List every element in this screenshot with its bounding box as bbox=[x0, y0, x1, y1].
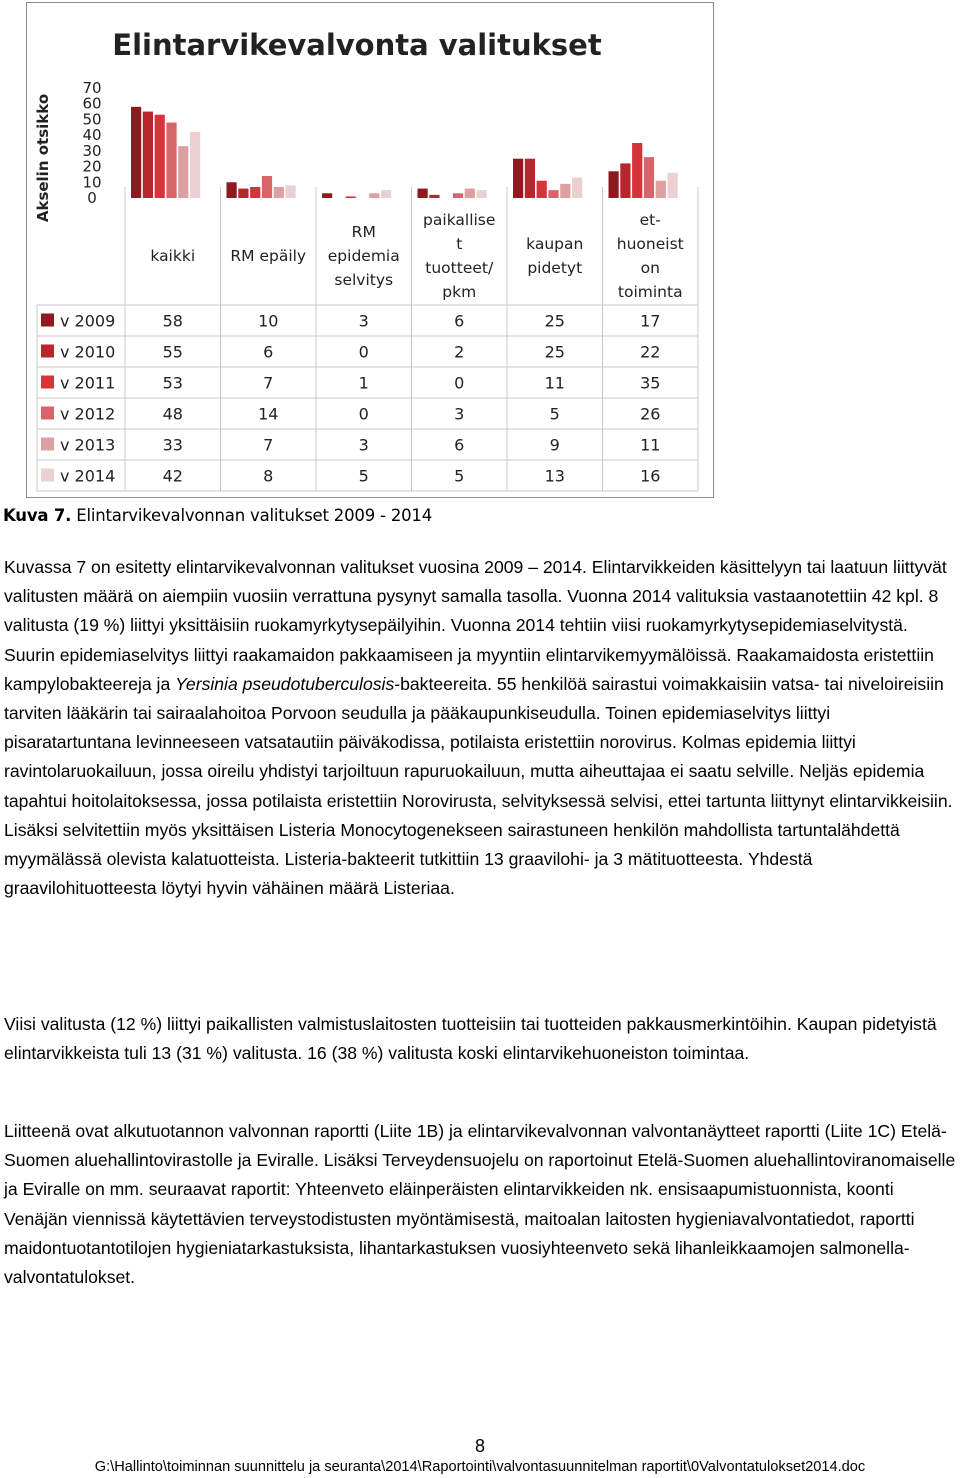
table-cell-value: 6 bbox=[454, 311, 465, 331]
bar-v-2011-0 bbox=[155, 115, 165, 198]
bar-v-2009-4 bbox=[513, 159, 523, 198]
complaints-chart bbox=[26, 2, 714, 498]
legend-label: v 2010 bbox=[60, 342, 116, 362]
table-cell-value: 2 bbox=[454, 342, 465, 362]
category-label: kaikki bbox=[150, 247, 196, 265]
y-tick-label: 20 bbox=[82, 157, 102, 176]
bar-v-2014-0 bbox=[190, 132, 200, 198]
table-cell-value: 22 bbox=[640, 342, 661, 362]
table-cell-value: 16 bbox=[640, 466, 661, 486]
bar-v-2010-0 bbox=[143, 112, 153, 198]
table-cell-value: 0 bbox=[454, 373, 465, 393]
legend-swatch-v-2010 bbox=[41, 345, 54, 358]
category-label: toiminta bbox=[617, 283, 683, 301]
table-cell-value: 0 bbox=[358, 342, 369, 362]
table-cell-value: 14 bbox=[258, 404, 279, 424]
bar-v-2010-5 bbox=[620, 163, 630, 198]
bar-v-2010-1 bbox=[238, 189, 248, 198]
category-label: on bbox=[640, 259, 660, 277]
legend-label: v 2009 bbox=[60, 311, 116, 331]
paragraph-2: Viisi valitusta (12 %) liittyi paikallisten valmistuslaitosten tuotteisiin tai tuotteiden pakkausmerkintöihin. Kaupan pidetyistä elintarvikkeista tuli 13 (31 %) valitusta. 16 (38 %) valitusta koski elintarvikehuoneiston toimintaa. bbox=[4, 1014, 937, 1064]
bar-v-2009-1 bbox=[227, 182, 237, 198]
table-cell-value: 7 bbox=[263, 373, 274, 393]
category-label: tuotteet/ bbox=[425, 259, 494, 277]
bar-v-2009-3 bbox=[418, 189, 428, 198]
table-cell-value: 25 bbox=[544, 311, 565, 331]
table-cell-value: 13 bbox=[544, 466, 565, 486]
y-tick-label: 10 bbox=[82, 173, 102, 192]
bar-v-2014-2 bbox=[381, 190, 391, 198]
bar-v-2012-3 bbox=[453, 193, 463, 198]
bar-v-2009-0 bbox=[131, 107, 141, 198]
table-cell-value: 9 bbox=[549, 435, 560, 455]
bar-v-2010-4 bbox=[525, 159, 535, 198]
bar-v-2013-5 bbox=[656, 181, 666, 198]
legend-swatch-v-2009 bbox=[41, 314, 54, 327]
chart-title: Elintarvikevalvonta valitukset bbox=[112, 28, 602, 62]
category-label: et- bbox=[639, 211, 661, 229]
bar-v-2014-3 bbox=[477, 190, 487, 198]
category-label: t bbox=[456, 235, 463, 253]
caption-text: Elintarvikevalvonnan valitukset 2009 - 2014 bbox=[76, 506, 433, 525]
category-label: RM bbox=[351, 223, 376, 241]
table-cell-value: 17 bbox=[640, 311, 661, 331]
category-label: RM epäily bbox=[230, 247, 307, 265]
bar-v-2014-1 bbox=[286, 185, 296, 198]
category-label: pidetyt bbox=[527, 259, 583, 277]
bar-v-2012-0 bbox=[166, 123, 176, 198]
table-cell-value: 5 bbox=[549, 404, 560, 424]
category-label: epidemia bbox=[327, 247, 400, 265]
bar-v-2014-4 bbox=[572, 178, 582, 198]
bar-v-2009-5 bbox=[609, 171, 619, 198]
table-cell-value: 5 bbox=[454, 466, 465, 486]
y-tick-label: 50 bbox=[82, 110, 102, 129]
table-cell-value: 6 bbox=[263, 342, 274, 362]
table-cell-value: 10 bbox=[258, 311, 279, 331]
legend-label: v 2011 bbox=[60, 373, 116, 393]
table-cell-value: 5 bbox=[358, 466, 369, 486]
category-label: selvitys bbox=[334, 271, 394, 289]
legend-swatch-v-2014 bbox=[41, 469, 54, 482]
paragraph-1-text-a: Kuvassa 7 on esitetty elintarvikevalvonnan valitukset vuosina 2009 – 2014. Elintarvikkeiden käsittelyyn tai laatuun liittyvät valitusten määrä on aiempiin vuosiin verrattuna pysynyt samalla tasolla. Vuonna 2014 valituksia vastaanotettiin 42 kpl. 8 valitusta (19 %) liittyi yksittäisiin ruokamyrkytysepäilyihin. Vuonna 2014 tehtiin viisi ruokamyrkytysepidemiaselvitystä. Suurin epidemiaselvitys liittyi raakamaidon pakkaamiseen ja myyntiin elintarvikemyymälöissä. Raakamaidosta eristettiin kampylobakteereja ja bbox=[4, 557, 947, 694]
bar-v-2013-3 bbox=[465, 189, 475, 198]
table-cell-value: 53 bbox=[162, 373, 183, 393]
category-label: pkm bbox=[442, 283, 477, 301]
legend-swatch-v-2012 bbox=[41, 407, 54, 420]
bar-v-2011-4 bbox=[537, 181, 547, 198]
legend-label: v 2013 bbox=[60, 435, 116, 455]
y-axis-title: Akselin otsikko bbox=[34, 93, 52, 223]
caption-label: Kuva 7. bbox=[3, 506, 72, 525]
category-label: kaupan bbox=[526, 235, 584, 253]
page-number: 8 bbox=[474, 1436, 485, 1456]
table-cell-value: 11 bbox=[544, 373, 565, 393]
table-cell-value: 0 bbox=[358, 404, 369, 424]
bar-v-2013-0 bbox=[178, 146, 188, 198]
y-tick-label: 30 bbox=[82, 141, 102, 160]
bar-v-2011-2 bbox=[346, 196, 356, 198]
table-cell-value: 42 bbox=[162, 466, 183, 486]
figure-caption bbox=[3, 506, 432, 525]
table-cell-value: 6 bbox=[454, 435, 465, 455]
bar-v-2012-1 bbox=[262, 176, 272, 198]
paragraph-1-species: Yersinia pseudotuberculosis bbox=[175, 673, 395, 694]
table-cell-value: 11 bbox=[640, 435, 661, 455]
table-cell-value: 1 bbox=[358, 373, 369, 393]
y-tick-label: 60 bbox=[82, 94, 102, 113]
bar-v-2014-5 bbox=[668, 173, 678, 198]
bar-v-2011-1 bbox=[250, 187, 260, 198]
legend-swatch-v-2013 bbox=[41, 438, 54, 451]
table-cell-value: 25 bbox=[544, 342, 565, 362]
y-tick-label: 0 bbox=[87, 189, 97, 207]
bar-v-2011-5 bbox=[632, 143, 642, 198]
table-cell-value: 8 bbox=[263, 466, 274, 486]
table-cell-value: 7 bbox=[263, 435, 274, 455]
legend-label: v 2012 bbox=[60, 404, 116, 424]
chart-svg bbox=[27, 3, 715, 499]
table-cell-value: 26 bbox=[640, 404, 661, 424]
legend-label: v 2014 bbox=[60, 466, 116, 486]
table-cell-value: 58 bbox=[162, 311, 183, 331]
table-cell-value: 3 bbox=[358, 435, 369, 455]
table-cell-value: 35 bbox=[640, 373, 661, 393]
bar-v-2012-4 bbox=[548, 190, 558, 198]
legend-swatch-v-2011 bbox=[41, 376, 54, 389]
bar-v-2013-2 bbox=[369, 193, 379, 198]
table-cell-value: 33 bbox=[162, 435, 183, 455]
bar-v-2010-3 bbox=[429, 195, 439, 198]
category-label: huoneist bbox=[616, 235, 684, 253]
table-cell-value: 3 bbox=[358, 311, 369, 331]
table-cell-value: 48 bbox=[162, 404, 183, 424]
bar-v-2013-1 bbox=[274, 187, 284, 198]
y-tick-label: 40 bbox=[82, 126, 102, 145]
bar-v-2013-4 bbox=[560, 184, 570, 198]
table-cell-value: 3 bbox=[454, 404, 465, 424]
bar-v-2012-5 bbox=[644, 157, 654, 198]
table-cell-value: 55 bbox=[162, 342, 183, 362]
y-tick-label: 70 bbox=[82, 79, 102, 97]
footer-file-path: G:\Hallinto\toiminnan suunnittelu ja seuranta\2014\Raportointi\valvontasuunnitelman raportit\0Valvontatulokset2014.doc bbox=[94, 1459, 866, 1475]
bar-v-2009-2 bbox=[322, 193, 332, 198]
category-label: paikallise bbox=[423, 211, 496, 229]
paragraph-3: Liitteenä ovat alkutuotannon valvonnan raportti (Liite 1B) ja elintarvikevalvonnan valvontanäytteet raportti (Liite 1C) Etelä- Suomen aluehallintovirastolle ja Eviralle. Lisäksi Terveydensuojelu on raportoinut Etelä-Suomen aluehallintoviranomaiselle ja Eviralle on mm. seuraavat raportit: Yhteenveto eläinperäisten elintarvikkeiden nk. ensisaapumistuonnista, koonti Venäjän viennissä käytettävien terveystodistusten myöntämisestä, maitoalan laitosten hygieniavalvontatiedot, raportti maidontuotantotilojen hygieniatarkastuksista, lihantarkastuksen vuosiyhteenveto sekä lihanleikkaamojen salmonella-valvontatulokset. bbox=[4, 1121, 956, 1288]
paragraph-1 bbox=[4, 553, 960, 903]
paragraph-1-text-b: -bakteereita. 55 henkilöä sairastui voimakkaisiin vatsa- tai niveloireisiin tarviten lääkärin tai sairaalahoitoa Porvoon seudulla ja pääkaupunkiseudulla. Toinen epidemiaselvitys liittyi pisaratartuntana levinneeseen vatsatautiin päiväkodissa, potilaista eristettiin norovirus. Kolmas epidemia liittyi ravintolaruokailuun, jossa oireilu yhdistyi tarjoiltuun rapuruokailuun, mutta aiheuttajaa ei saatu selville. Neljäs epidemia tapahtui hoitolaitoksessa, jossa potilaista eristettiin Norovirusta, selvityksessä selvisi, ettei tartunta liittynyt elintarvikkeisiin. Lisäksi selvitettiin myös yksittäisen Listeria Monocytogenekseen sairastuneen henkilön mahdollista tartuntalähdettä myymälässä olevista kalatuotteista. Listeria-bakteerit tutkittiin 13 graavilohi- ja 3 mätituotteesta. Yhdestä graavilohituotteesta löytyi hyvin vähäinen määrä Listeriaa. bbox=[4, 673, 953, 899]
